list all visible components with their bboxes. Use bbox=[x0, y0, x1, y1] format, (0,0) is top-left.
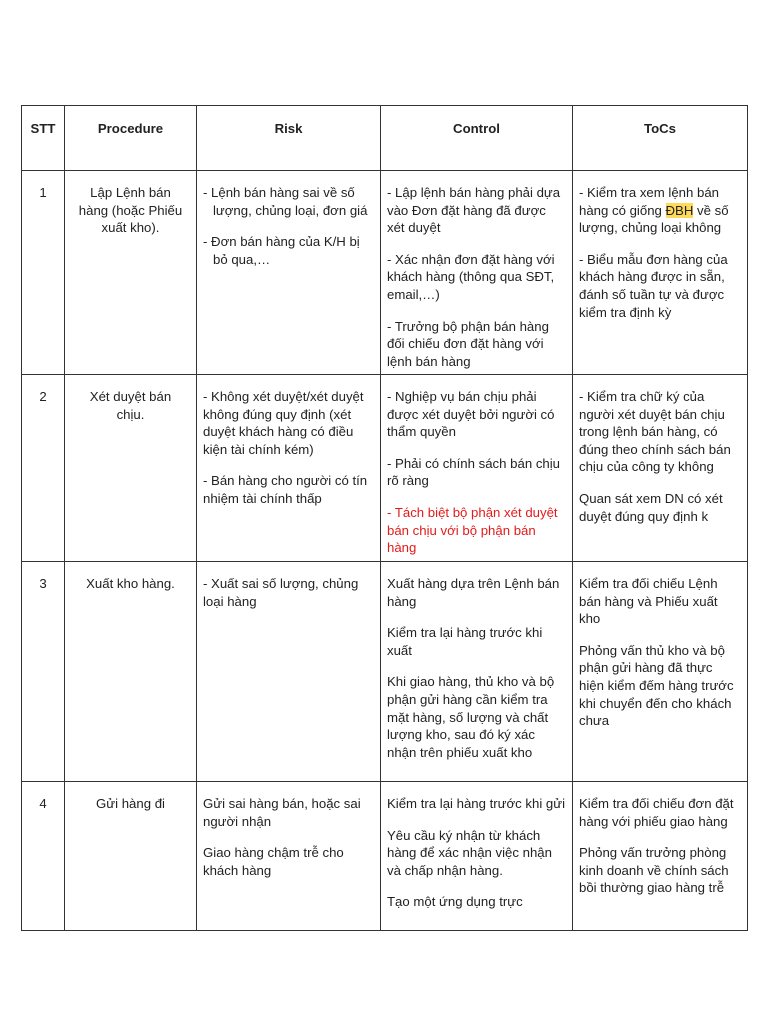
control-item: - Nghiệp vụ bán chịu phải được xét duyệt bởi người có thẩm quyền bbox=[387, 389, 555, 440]
control-item: - Trưởng bộ phận bán hàng đối chiếu đơn đặt hàng với lệnh bán hàng bbox=[387, 318, 549, 369]
risk-item: Gửi sai hàng bán, hoặc sai người nhận bbox=[203, 796, 361, 829]
tocs-cell bbox=[573, 375, 748, 562]
control-item: Xuất hàng dựa trên Lệnh bán hàng bbox=[387, 576, 560, 609]
tocs-cell bbox=[573, 782, 748, 931]
stt-cell: 3 bbox=[22, 562, 65, 782]
control-item-red: - Tách biệt bộ phận xét duyệt bán chịu với bộ phận bán hàng bbox=[387, 504, 558, 556]
header-procedure: Procedure bbox=[65, 106, 197, 171]
control-item: - Lập lệnh bán hàng phải dựa vào Đơn đặt hàng đã được xét duyệt bbox=[387, 185, 561, 236]
risk-cell bbox=[197, 375, 381, 562]
control-cell bbox=[381, 562, 573, 782]
tocs-item: Phỏng vấn thủ kho và bộ phận gửi hàng đã thực hiện kiểm đếm hàng trước khi chuyển đến cho khách chưa bbox=[579, 642, 734, 729]
controls-table bbox=[21, 105, 748, 931]
procedure-cell: Xuất kho hàng. bbox=[65, 562, 197, 782]
risk-item: - Bán hàng cho người có tín nhiệm tài chính thấp bbox=[203, 473, 368, 506]
table-row bbox=[22, 375, 748, 562]
table-row bbox=[22, 171, 748, 375]
risk-cell bbox=[197, 782, 381, 931]
tocs-cell bbox=[573, 171, 748, 375]
risk-item: - Lệnh bán hàng sai về số lượng, chủng loại, đơn giá bbox=[203, 185, 368, 218]
control-cell bbox=[381, 171, 573, 375]
tocs-item: Phỏng vấn trưởng phòng kinh doanh về chính sách bồi thường giao hàng trễ bbox=[579, 845, 729, 896]
control-item: Kiểm tra lại hàng trước khi gửi bbox=[387, 796, 566, 811]
control-item: - Phải có chính sách bán chịu rõ ràng bbox=[387, 455, 561, 489]
header-risk: Risk bbox=[197, 106, 381, 171]
risk-item: - Xuất sai số lượng, chủng loại hàng bbox=[203, 576, 359, 609]
tocs-item: Kiểm tra đối chiếu Lệnh bán hàng và Phiếu xuất kho bbox=[579, 576, 718, 627]
control-cell bbox=[381, 782, 573, 931]
tocs-item: - Kiểm tra xem lệnh bán hàng có giống ĐBH về số lượng, chủng loại không bbox=[579, 185, 729, 236]
header-stt: STT bbox=[22, 106, 65, 171]
procedure-cell: Gửi hàng đi bbox=[65, 782, 197, 931]
risk-cell bbox=[197, 171, 381, 375]
control-item: Yêu cầu ký nhận từ khách hàng để xác nhận việc nhận và chấp nhận hàng. bbox=[387, 827, 552, 878]
control-cell bbox=[381, 375, 573, 562]
header-row bbox=[22, 106, 748, 171]
risk-cell bbox=[197, 562, 381, 782]
tocs-cell bbox=[573, 562, 748, 782]
control-item: Kiểm tra lại hàng trước khi xuất bbox=[387, 625, 543, 658]
tocs-item: - Biểu mẫu đơn hàng của khách hàng được in sẵn, đánh số tuần tự và được kiểm tra định kỳ bbox=[579, 251, 728, 320]
stt-cell: 4 bbox=[22, 782, 65, 931]
risk-item: Giao hàng chậm trễ cho khách hàng bbox=[203, 845, 344, 878]
tocs-item: Kiểm tra đối chiếu đơn đặt hàng với phiếu giao hàng bbox=[579, 796, 734, 829]
header-control: Control bbox=[381, 106, 573, 171]
procedure-cell: Lập Lệnh bán hàng (hoặc Phiếu xuất kho). bbox=[65, 171, 197, 375]
table-row bbox=[22, 562, 748, 782]
risk-item: - Không xét duyệt/xét duyệt không đúng quy định (xét duyệt khách hàng có điều kiện tài chính kém) bbox=[203, 389, 364, 457]
risk-item: - Đơn bán hàng của K/H bị bỏ qua,… bbox=[203, 234, 360, 267]
stt-cell: 2 bbox=[22, 375, 65, 562]
control-item: - Xác nhận đơn đặt hàng với khách hàng (thông qua SĐT, email,…) bbox=[387, 251, 555, 302]
highlighted-text: ĐBH bbox=[665, 202, 694, 218]
stt-cell: 1 bbox=[22, 171, 65, 375]
table-row bbox=[22, 782, 748, 931]
header-tocs: ToCs bbox=[573, 106, 748, 171]
control-item: Khi giao hàng, thủ kho và bộ phận gửi hàng cần kiểm tra mặt hàng, số lượng và chất lượng kho, sau đó ký xác nhận trên phiếu xuất kho bbox=[387, 674, 555, 760]
control-item: Tạo một ứng dụng trực bbox=[387, 894, 523, 910]
procedure-cell: Xét duyệt bán chịu. bbox=[65, 375, 197, 562]
tocs-item: Quan sát xem DN có xét duyệt đúng quy định k bbox=[579, 490, 723, 524]
tocs-item: - Kiểm tra chữ ký của người xét duyệt bán chịu trong lệnh bán hàng, có đúng theo chính sách bán chịu của công ty không bbox=[579, 389, 731, 475]
